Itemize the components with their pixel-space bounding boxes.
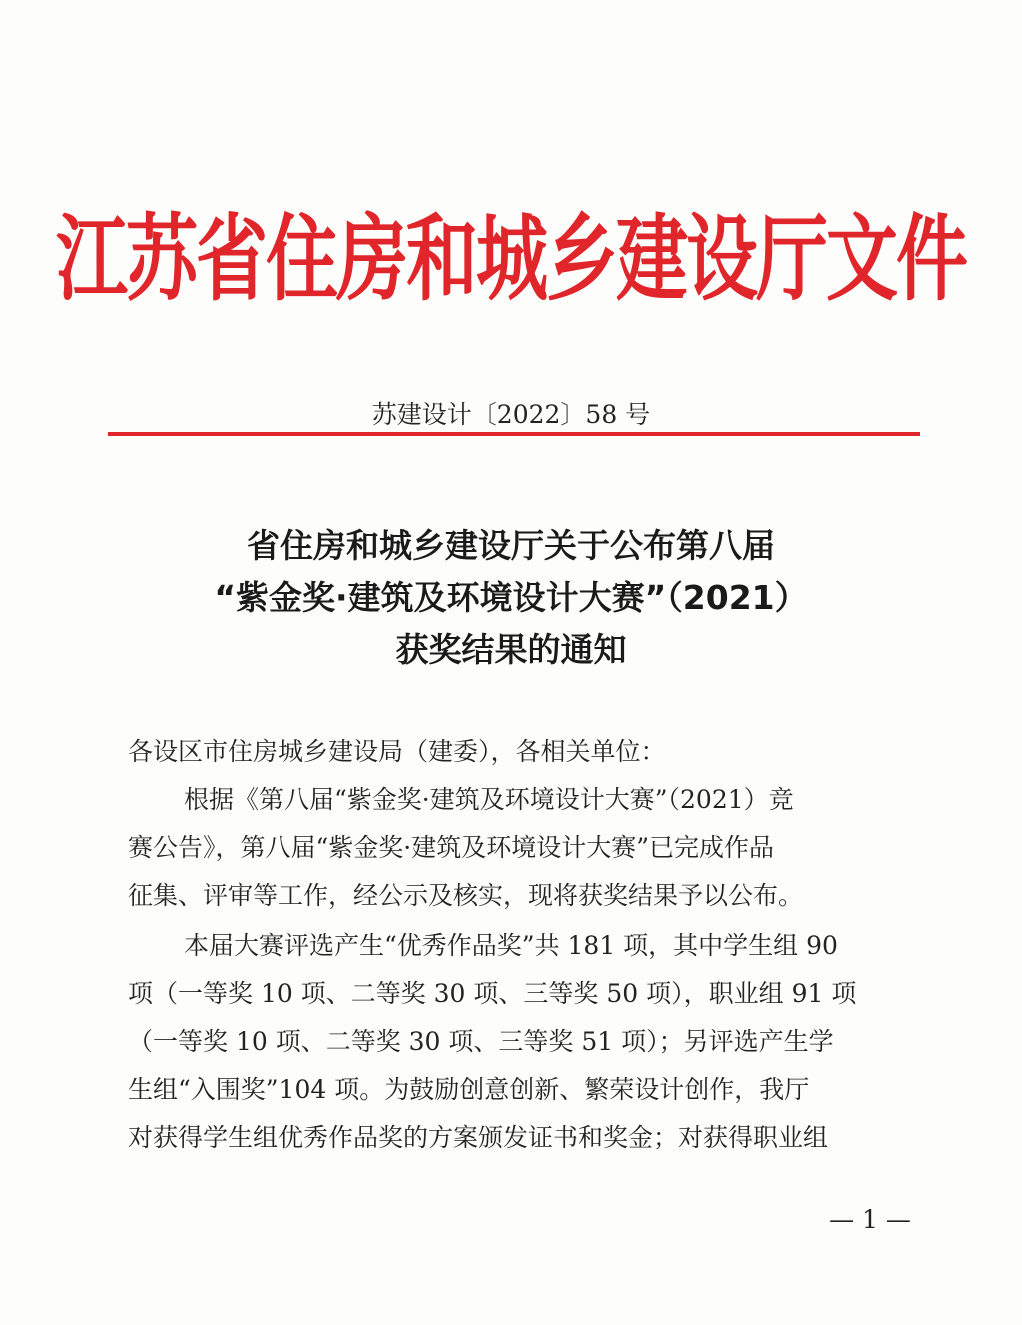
notice-title-line-1: 省住房和城乡建设厅关于公布第八届: [247, 526, 775, 565]
notice-title-line-3: 获奖结果的通知: [395, 630, 627, 669]
paragraph-2-line-5: 对获得学生组优秀作品奖的方案颁发证书和奖金；对获得职业组: [128, 1123, 829, 1152]
paragraph-2-line-4: 生组“入围奖”104 项。为鼓励创意创新、繁荣设计创作，我厅: [128, 1075, 810, 1104]
salutation: 各设区市住房城乡建设局（建委），各相关单位：: [128, 737, 666, 766]
paragraph-1-line-1: 根据《第八届“紫金奖·建筑及环境设计大赛”（2021）竞: [184, 785, 794, 814]
page-number: — 1 —: [829, 1205, 911, 1234]
paragraph-1-line-3: 征集、评审等工作，经公示及核实，现将获奖结果予以公布。: [128, 881, 804, 910]
paragraph-2-line-2: 项（一等奖 10 项、二等奖 30 项、三等奖 50 项），职业组 91 项: [128, 979, 857, 1008]
notice-title-line-2: “紫金奖·建筑及环境设计大赛”（2021）: [214, 578, 808, 617]
document-number: 苏建设计〔2022〕58 号: [371, 400, 651, 429]
notice-body: [128, 728, 928, 1162]
letterhead-title: 江苏省住房和城乡建设厅文件: [55, 204, 966, 314]
paragraph-2-line-3: （一等奖 10 项、二等奖 30 项、三等奖 51 项）；另评选产生学: [128, 1027, 834, 1056]
notice-title: [0, 520, 1022, 676]
paragraph-2-line-1: 本届大赛评选产生“优秀作品奖”共 181 项，其中学生组 90: [184, 931, 838, 960]
paragraph-1-line-2: 赛公告》，第八届“紫金奖·建筑及环境设计大赛”已完成作品: [128, 833, 775, 862]
red-divider-line: [108, 432, 920, 436]
